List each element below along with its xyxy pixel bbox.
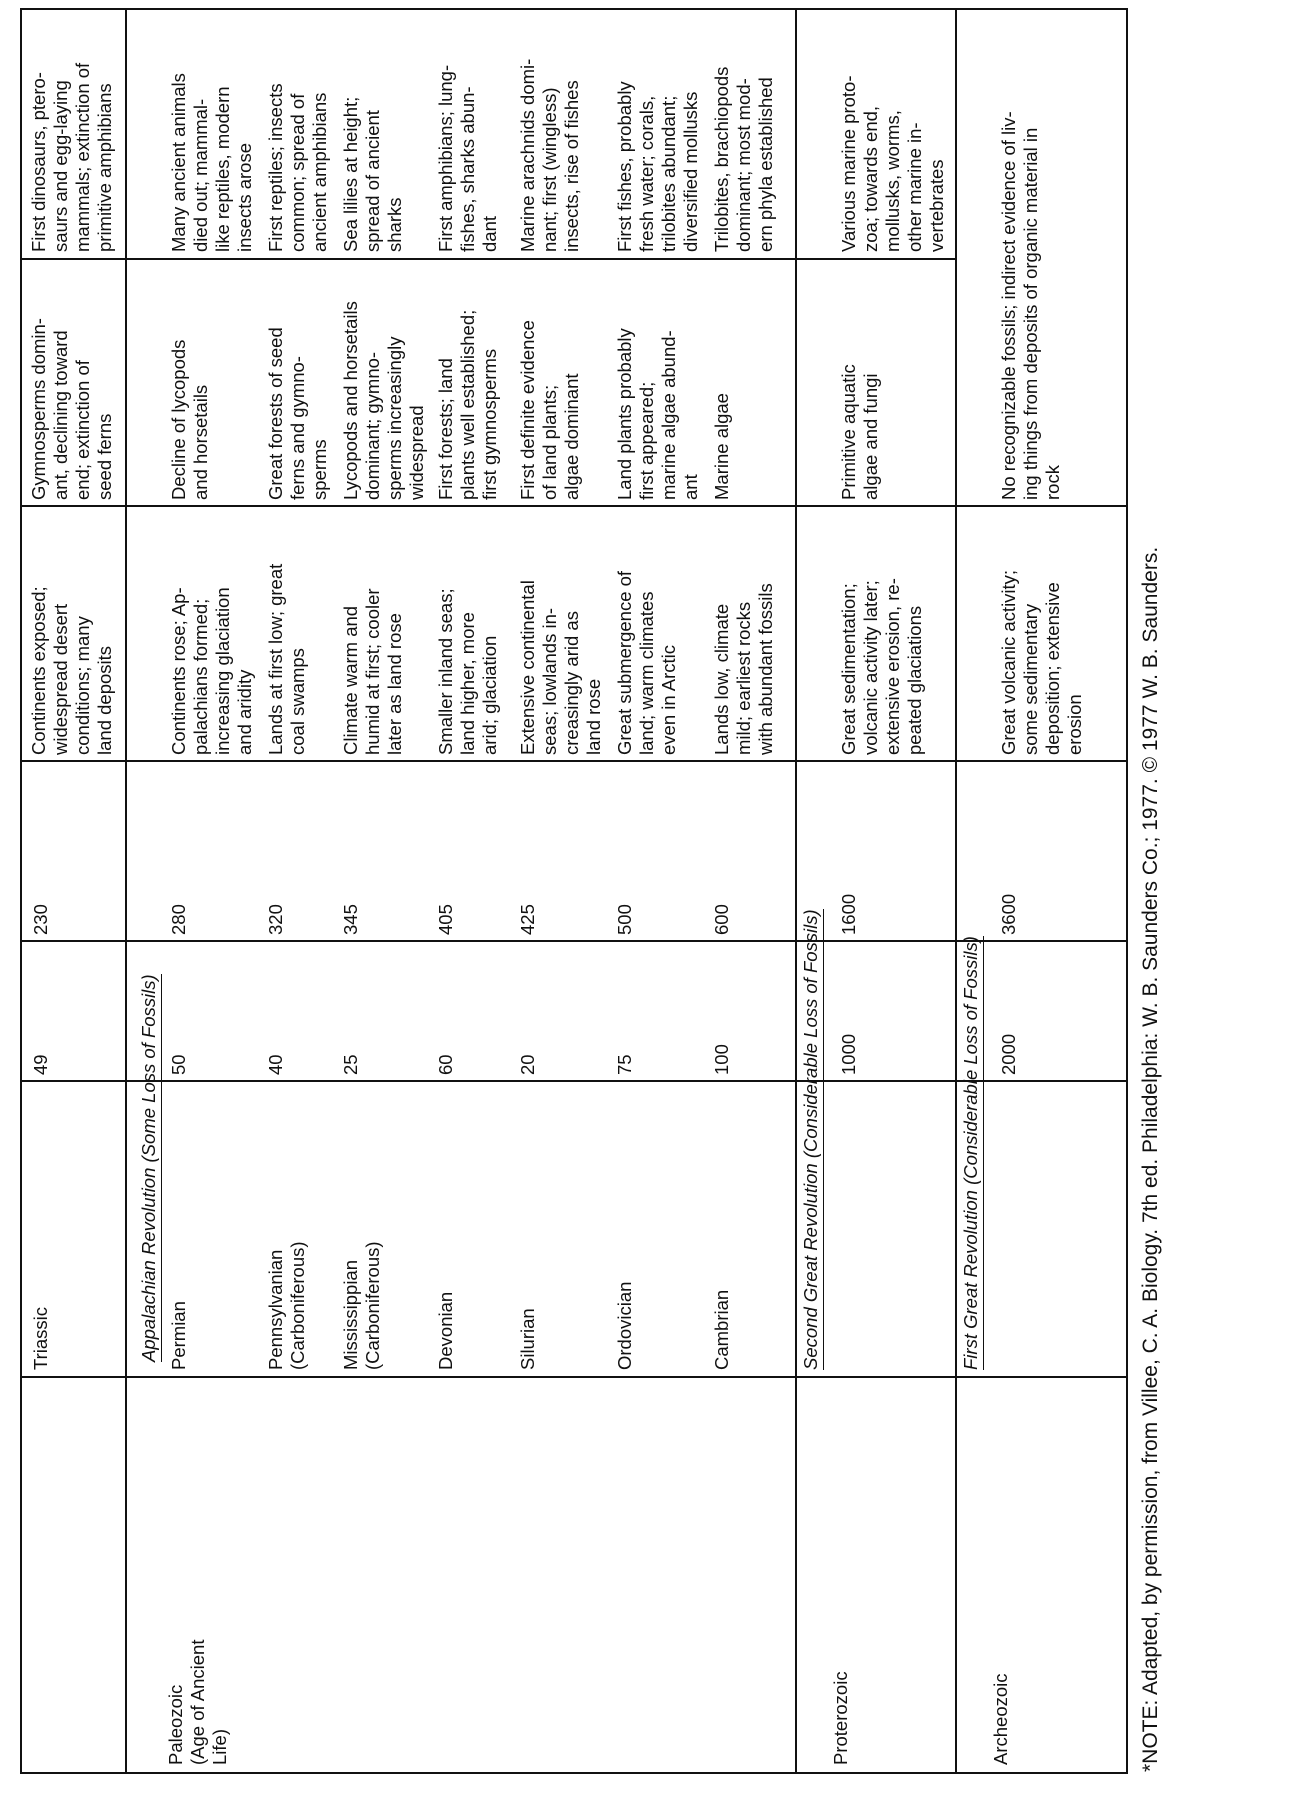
archeozoic-fossils: No recognizable fossils; indirect evidence of liv- ing things from deposits of organic material in rock bbox=[998, 111, 1063, 500]
paleozoic-row-plants: Marine algae bbox=[711, 393, 732, 500]
era-separator-archeozoic bbox=[955, 8, 957, 1774]
proterozoic-duration: 1000 bbox=[838, 1033, 859, 1075]
paleozoic-row-start: 500 bbox=[614, 904, 635, 935]
paleozoic-row-animals: Marine arachnids domi- nant; first (wingless) insects, rise of fishes bbox=[517, 58, 582, 252]
paleozoic-row-duration: 20 bbox=[517, 1054, 538, 1075]
proterozoic-era: Proterozoic bbox=[830, 1671, 851, 1765]
paleozoic-row-animals: Sea lilies at height; spread of ancient sharks bbox=[340, 96, 405, 252]
paleozoic-row-period: Devonian bbox=[435, 1291, 456, 1370]
paleozoic-row-animals: First fishes, probably fresh water; corals, trilobites abundant; diversified mollusks bbox=[614, 81, 701, 252]
frame-top bbox=[20, 8, 1128, 10]
frame-bottom bbox=[20, 1772, 1128, 1774]
paleozoic-era: Paleozoic (Age of Ancient Life) bbox=[165, 1639, 230, 1765]
paleozoic-row-animals: First reptiles; insects common; spread of ancient amphibians bbox=[265, 83, 330, 252]
paleozoic-row-geology: Continents rose; Ap- palachians formed; increasing glaciation and aridity bbox=[168, 587, 255, 755]
paleozoic-row-duration: 100 bbox=[711, 1044, 732, 1075]
proterozoic-geology: Great sedimentation; volcanic activity later; extensive erosion, re- peated glaciations bbox=[838, 578, 925, 755]
archeozoic-start: 3600 bbox=[998, 893, 1019, 935]
proterozoic-plants: Primitive aquatic algae and fungi bbox=[838, 364, 881, 500]
paleozoic-row-plants: Great forests of seed ferns and gymno- sperms bbox=[265, 327, 330, 500]
column-separator-geology bbox=[20, 760, 1128, 762]
triassic-start: 230 bbox=[30, 904, 51, 935]
era-separator-paleozoic bbox=[125, 8, 127, 1774]
triassic-geology: Continents exposed; widespread desert conditions; many land deposits bbox=[28, 586, 115, 755]
column-separator-period bbox=[20, 1376, 1128, 1378]
frame-right bbox=[1126, 8, 1128, 1774]
triassic-duration: 49 bbox=[30, 1054, 51, 1075]
paleozoic-row-geology: Great submergence of land; warm climates even in Arctic bbox=[614, 570, 679, 755]
column-separator-animals bbox=[20, 258, 955, 260]
proterozoic-start: 1600 bbox=[838, 893, 859, 935]
paleozoic-row-duration: 50 bbox=[168, 1054, 189, 1075]
paleozoic-row-period: Silurian bbox=[517, 1308, 538, 1370]
source-note: *NOTE: Adapted, by permission, from Villee, C. A. Biology. 7th ed. Philadelphia: W. B. Saunders Co.; 1977. © 1977 W. B. Saunders. bbox=[1139, 546, 1162, 1772]
triassic-animals: First dinosaurs, ptero- saurs and egg-laying mammals; extinction of primitive amphibians bbox=[28, 62, 115, 252]
paleozoic-row-period: Pennsylvanian (Carboniferous) bbox=[265, 1241, 308, 1370]
paleozoic-row-start: 600 bbox=[711, 904, 732, 935]
paleozoic-row-animals: Trilobites, brachiopods dominant; most mod- ern phyla established bbox=[711, 66, 776, 252]
archeozoic-geology: Great volcanic activity; some sedimentary deposition; extensive erosion bbox=[998, 569, 1085, 755]
paleozoic-row-period: Mississippian (Carboniferous) bbox=[340, 1241, 383, 1370]
paleozoic-row-geology: Lands at first low; great coal swamps bbox=[265, 563, 308, 755]
paleozoic-row-start: 280 bbox=[168, 904, 189, 935]
paleozoic-row-plants: First definite evidence of land plants; algae dominant bbox=[517, 320, 582, 500]
paleozoic-row-plants: First forests; land plants well established; first gymnosperms bbox=[435, 309, 500, 500]
frame-left bbox=[20, 8, 22, 1774]
paleozoic-row-start: 405 bbox=[435, 904, 456, 935]
paleozoic-row-animals: First amphibians; lung- fishes, sharks abun- dant bbox=[435, 64, 500, 252]
paleozoic-row-duration: 25 bbox=[340, 1054, 361, 1075]
appalachian-revolution-label: Appalachian Revolution (Some Loss of Fossils) bbox=[138, 974, 162, 1362]
paleozoic-row-period: Cambrian bbox=[711, 1289, 732, 1370]
paleozoic-row-period: Permian bbox=[168, 1301, 189, 1370]
paleozoic-row-start: 320 bbox=[265, 904, 286, 935]
paleozoic-row-start: 425 bbox=[517, 904, 538, 935]
paleozoic-row-plants: Decline of lycopods and horsetails bbox=[168, 339, 211, 500]
paleozoic-row-start: 345 bbox=[340, 904, 361, 935]
paleozoic-row-geology: Climate warm and humid at first; cooler later as land rose bbox=[340, 588, 405, 755]
archeozoic-era: Archeozoic bbox=[990, 1673, 1011, 1765]
proterozoic-animals: Various marine proto- zoa; towards end, mollusks, worms, other marine in- vertebrates bbox=[838, 75, 947, 252]
triassic-period: Triassic bbox=[30, 1306, 51, 1370]
first-great-revolution-label: First Great Revolution (Considerable Loss of Fossils) bbox=[960, 936, 984, 1370]
era-separator-proterozoic bbox=[795, 8, 797, 1774]
paleozoic-row-duration: 40 bbox=[265, 1054, 286, 1075]
paleozoic-row-geology: Lands low, climate mild; earliest rocks with abundant fossils bbox=[711, 583, 776, 755]
paleozoic-row-duration: 60 bbox=[435, 1054, 456, 1075]
paleozoic-row-geology: Extensive continental seas; lowlands in- creasingly arid as land rose bbox=[517, 580, 604, 755]
paleozoic-row-duration: 75 bbox=[614, 1054, 635, 1075]
paleozoic-row-plants: Lycopods and horsetails dominant; gymno- sperms increasingly widespread bbox=[340, 301, 427, 500]
paleozoic-row-animals: Many ancient animals died out; mammal- like reptiles, modern insects arose bbox=[168, 73, 255, 252]
second-great-revolution-label: Second Great Revolution (Considerable Loss of Fossils) bbox=[800, 909, 824, 1370]
column-separator-plants bbox=[20, 505, 1128, 507]
triassic-plants: Gymnosperms domin- ant, declining toward end; extinction of seed ferns bbox=[28, 318, 115, 500]
archeozoic-duration: 2000 bbox=[998, 1033, 1019, 1075]
paleozoic-row-geology: Smaller inland seas; land higher, more arid; glaciation bbox=[435, 588, 500, 755]
paleozoic-row-plants: Land plants probably first appeared; marine algae abund- ant bbox=[614, 328, 701, 500]
paleozoic-row-period: Ordovician bbox=[614, 1281, 635, 1370]
